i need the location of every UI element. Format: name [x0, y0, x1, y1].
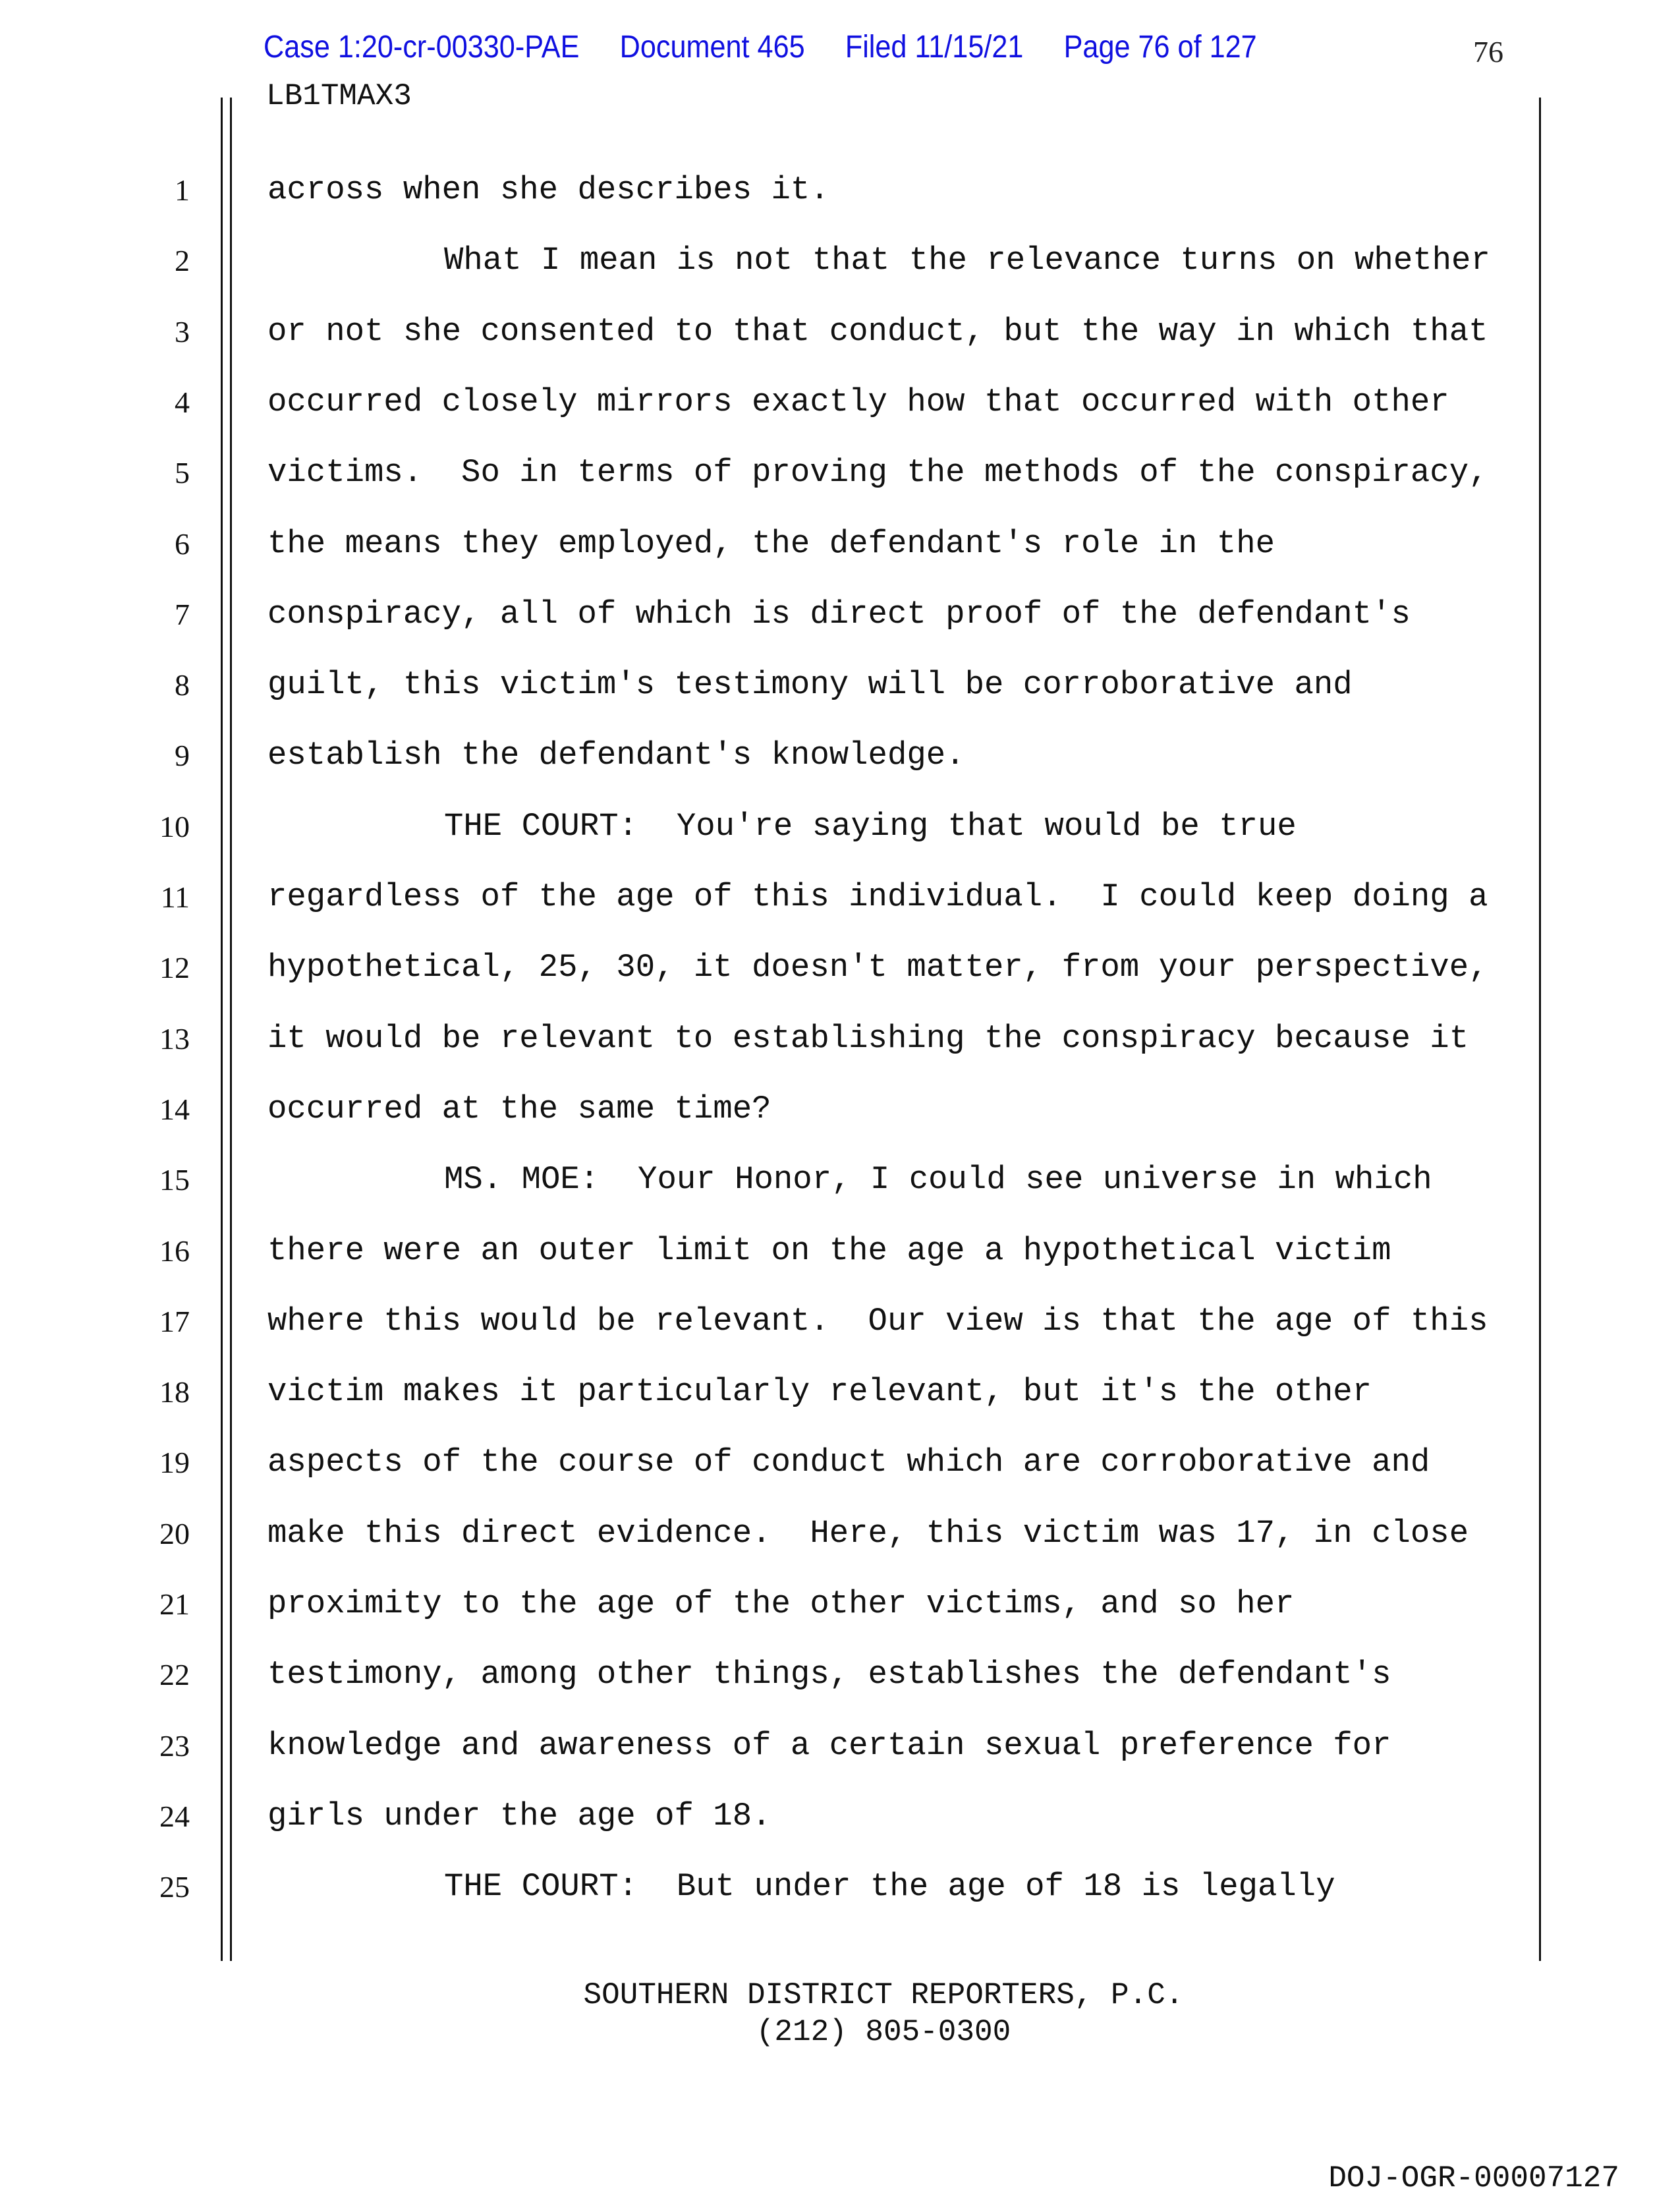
line-number: 7	[175, 597, 190, 631]
line-number: 3	[175, 314, 190, 349]
page-of: Page 76 of 127	[1063, 30, 1257, 65]
line-number: 11	[160, 880, 190, 914]
filed-date: Filed 11/15/21	[845, 30, 1024, 65]
transcript-line: THE COURT: But under the age of 18 is legally	[444, 1868, 1335, 1906]
transcript-line: aspects of the course of conduct which are corroborative and	[267, 1444, 1430, 1481]
left-margin-rule	[221, 98, 223, 1961]
left-margin-rule-inner	[230, 98, 232, 1961]
line-number: 1	[175, 173, 190, 207]
footer-firm: SOUTHERN DISTRICT REPORTERS, P.C.	[583, 1978, 1184, 2012]
line-number: 12	[159, 951, 190, 985]
transcript-line: conspiracy, all of which is direct proof of the defendant's	[267, 595, 1411, 633]
line-number: 25	[159, 1870, 190, 1904]
transcript-line: or not she consented to that conduct, but the way in which that	[267, 312, 1488, 350]
transcript-line: victim makes it particularly relevant, but it's the other	[267, 1373, 1372, 1411]
transcript-line: establish the defendant's knowledge.	[267, 737, 965, 774]
line-number: 18	[159, 1375, 190, 1409]
footer-phone: (212) 805-0300	[756, 2015, 1011, 2049]
transcript-line: knowledge and awareness of a certain sexual preference for	[267, 1726, 1391, 1764]
transcript-line: testimony, among other things, establishes the defendant's	[267, 1656, 1391, 1693]
transcript-line: make this direct evidence. Here, this victim was 17, in close	[267, 1514, 1469, 1552]
transcript-line: victims. So in terms of proving the methods of the conspiracy,	[267, 454, 1488, 492]
line-number: 10	[159, 809, 190, 843]
transcript-line: MS. MOE: Your Honor, I could see universe in which	[444, 1161, 1432, 1199]
line-number: 13	[159, 1021, 190, 1056]
line-number: 8	[175, 668, 190, 702]
line-number: 9	[175, 739, 190, 773]
transcript-line: guilt, this victim's testimony will be corroborative and	[267, 666, 1353, 704]
transcript-line: the means they employed, the defendant's role in the	[267, 525, 1275, 562]
line-number: 20	[159, 1516, 190, 1550]
right-margin-rule	[1539, 98, 1541, 1961]
transcript-line: it would be relevant to establishing the conspiracy because it	[267, 1019, 1469, 1057]
transcript-line: across when she describes it.	[267, 171, 829, 208]
line-number: 14	[159, 1092, 190, 1126]
reporter-id: LB1TMAX3	[266, 79, 412, 113]
line-number: 15	[159, 1163, 190, 1197]
bates-number: DOJ-OGR-00007127	[1328, 2161, 1619, 2196]
case-number: Case 1:20-cr-00330-PAE	[264, 30, 580, 65]
transcript-line: occurred closely mirrors exactly how that occurred with other	[267, 383, 1449, 420]
transcript-line: What I mean is not that the relevance turns on whether	[444, 242, 1490, 279]
line-number: 2	[175, 244, 190, 278]
transcript-line: occurred at the same time?	[267, 1090, 771, 1127]
line-number: 6	[175, 526, 190, 561]
line-number: 19	[159, 1446, 190, 1480]
transcript-line: there were an outer limit on the age a hypothetical victim	[267, 1232, 1391, 1269]
transcript-line: hypothetical, 25, 30, it doesn't matter, from your perspective,	[267, 949, 1488, 986]
transcript-line: proximity to the age of the other victims, and so her	[267, 1585, 1295, 1622]
line-number: 22	[159, 1658, 190, 1692]
line-number: 21	[159, 1587, 190, 1621]
line-number: 23	[159, 1728, 190, 1763]
document-number: Document 465	[619, 30, 805, 65]
line-number: 4	[175, 385, 190, 419]
transcript-line: THE COURT: You're saying that would be true	[444, 807, 1297, 845]
line-number: 24	[159, 1799, 190, 1833]
transcript-line: where this would be relevant. Our view is that the age of this	[267, 1302, 1488, 1340]
line-number: 17	[159, 1304, 190, 1338]
line-number: 5	[175, 456, 190, 490]
ecf-header-stamp	[264, 29, 1297, 65]
transcript-page-number: 76	[1473, 35, 1503, 69]
transcript-line: girls under the age of 18.	[267, 1797, 771, 1834]
transcript-line: regardless of the age of this individual. I could keep doing a	[267, 878, 1488, 915]
line-number: 16	[159, 1234, 190, 1268]
